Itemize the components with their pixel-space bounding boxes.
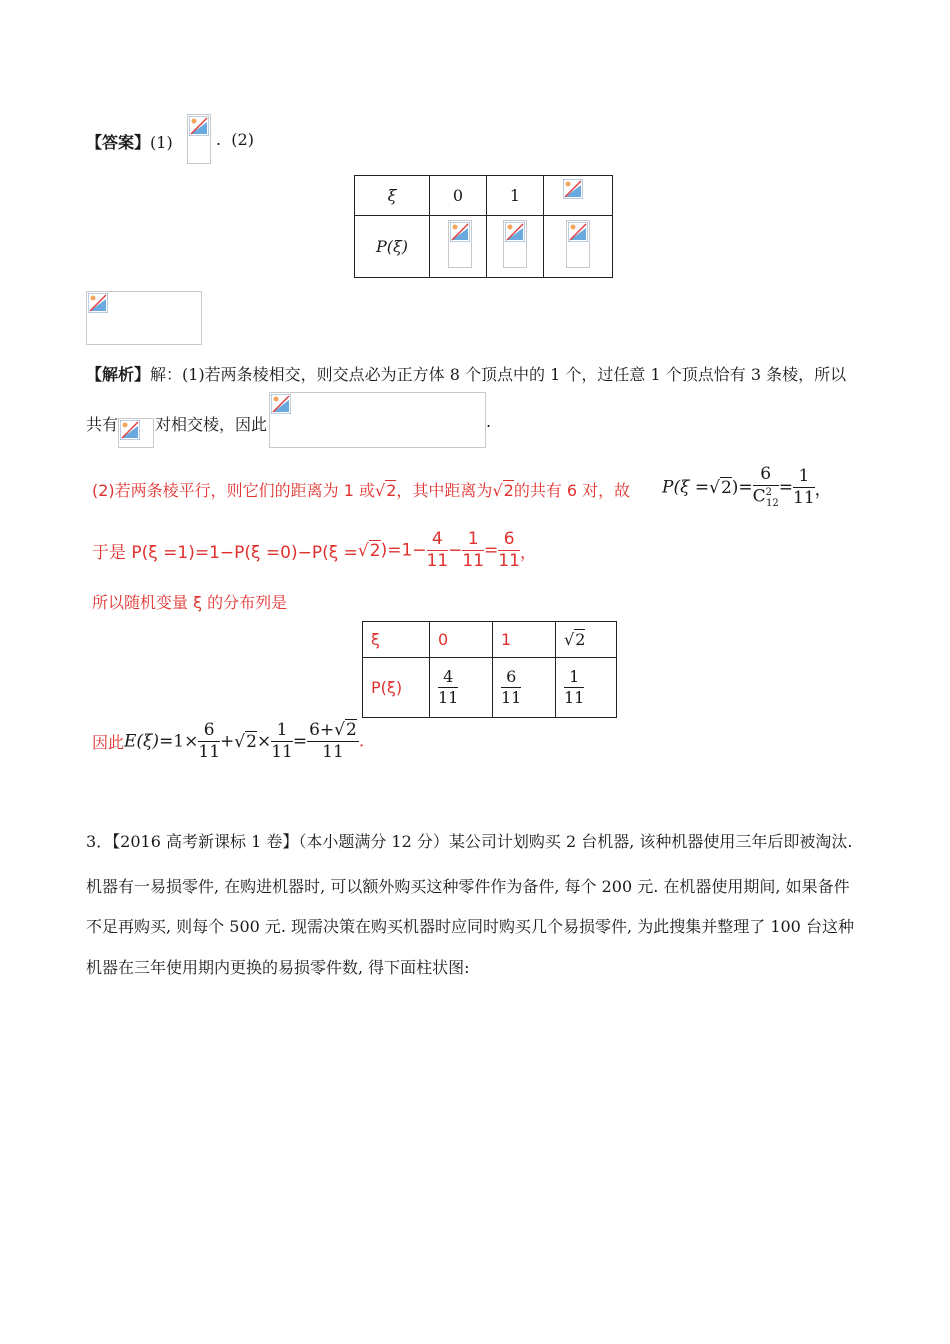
broken-image-icon bbox=[86, 291, 202, 345]
broken-image-icon bbox=[269, 392, 486, 448]
sqrt-2: √2 bbox=[234, 731, 257, 752]
analysis-label: 【解析】 bbox=[86, 365, 151, 384]
answer-table-0: 0 bbox=[430, 176, 487, 216]
sqrt-2: √2 bbox=[375, 481, 397, 500]
sqrt-2: √2 bbox=[357, 540, 381, 561]
fraction: $\frac{6}{11}$ bbox=[498, 529, 520, 571]
fraction: $\frac{1}{11}$ bbox=[564, 667, 585, 707]
answer-table-xi: ξ bbox=[355, 176, 430, 216]
answer-table-p1 bbox=[487, 216, 544, 278]
fraction: $\frac{4}{11}$ bbox=[426, 529, 449, 571]
broken-image-icon bbox=[448, 220, 472, 268]
answer-part2-label: (2) bbox=[231, 130, 254, 149]
analysis-line2c: . bbox=[486, 412, 492, 431]
p-xi-eq: P(ξ = bbox=[662, 477, 710, 498]
sqrt-2: √2 bbox=[492, 481, 514, 500]
fraction: $\frac{1}{11}$ bbox=[462, 529, 485, 571]
broken-image-icon bbox=[562, 178, 586, 200]
comma: ， bbox=[519, 543, 537, 563]
broken-image-icon bbox=[566, 220, 590, 268]
fraction: $\frac{6}{11}$ bbox=[198, 720, 221, 762]
yu-text-a: 于是 P(ξ =1)=1−P(ξ =0)−P(ξ = bbox=[92, 543, 358, 563]
answer-table bbox=[354, 175, 613, 278]
sqrt-2: √2 bbox=[564, 630, 586, 649]
analysis-part2-line bbox=[92, 480, 630, 502]
dist-p0 bbox=[430, 658, 493, 718]
part2-text-c: 的共有 6 对，故 bbox=[513, 481, 631, 500]
broken-image-icon bbox=[118, 418, 154, 448]
problem3-line4: 机器在三年使用期内更换的易损零件数, 得下面柱状图: bbox=[86, 958, 470, 977]
analysis-line2a: 共有 bbox=[86, 415, 119, 434]
dist-table bbox=[362, 621, 617, 718]
part2-text-b: ，其中距离为 bbox=[396, 481, 493, 500]
expectation-line: 因此E(ξ)=1× $\frac{6}{11}$ +√2× $\frac{1}{11}$ = $\frac{6+√2}{11}$ . bbox=[92, 720, 365, 762]
dist-intro: 所以随机变量 ξ 的分布列是 bbox=[92, 593, 288, 612]
fraction: $\frac{6}{C^2_{12}}$ bbox=[752, 464, 779, 510]
broken-image-icon bbox=[503, 220, 527, 268]
fraction: $\frac{6}{11}$ bbox=[501, 667, 522, 707]
analysis-text1: 解：(1)若两条棱相交，则交点必为正方体 8 个顶点中的 1 个，过任意 1 个顶点恰有 3 条棱，所以 bbox=[150, 365, 847, 384]
dist-p2 bbox=[556, 658, 617, 718]
period: . bbox=[358, 731, 365, 752]
expect-eq: =1× bbox=[159, 731, 199, 752]
sqrt-2: √2 bbox=[709, 477, 732, 498]
analysis-line2b: 对相交棱，因此 bbox=[155, 415, 268, 434]
dist-x2 bbox=[556, 622, 617, 658]
answer-table-pxi: P(ξ) bbox=[355, 216, 430, 278]
fraction: $\frac{1}{11}$ bbox=[793, 466, 815, 509]
dist-pxi: P(ξ) bbox=[363, 658, 430, 718]
problem3-line1: 3．【2016 高考新课标 1 卷】（本小题满分 12 分）某公司计划购买 2 台机器, 该种机器使用三年后即被淘汰. bbox=[86, 832, 853, 851]
sqrt-2: √2 bbox=[334, 720, 357, 740]
fraction: $\frac{4}{11}$ bbox=[438, 667, 459, 707]
answer-part1: (1) bbox=[150, 133, 173, 152]
analysis-line1 bbox=[86, 362, 846, 385]
dist-xi: ξ bbox=[363, 622, 430, 658]
answer-label: 【答案】 bbox=[86, 133, 151, 152]
answer-table-p0 bbox=[430, 216, 487, 278]
prob-formula: P(ξ =√2)= $\frac{6}{C^2_{12}}$ = $\frac{1}{11}$ ， bbox=[662, 464, 832, 510]
part2-text-a: (2)若两条棱平行，则它们的距离为 1 或 bbox=[92, 481, 376, 500]
expect-e: E(ξ) bbox=[124, 731, 160, 752]
problem3-line3: 不足再购买, 则每个 500 元. 现需决策在购买机器时应同时购买几个易损零件, 为此搜集并整理了 100 台这种 bbox=[86, 917, 854, 936]
answer-table-p2 bbox=[544, 216, 613, 278]
yu-text-b: )=1− bbox=[380, 540, 427, 561]
fraction: $\frac{1}{11}$ bbox=[271, 720, 293, 762]
fraction: $\frac{6+√2}{11}$ bbox=[309, 720, 357, 762]
problem3-line2: 机器有一易损零件, 在购进机器时, 可以额外购买这种零件作为备件, 每个 200 元. 在机器使用期间, 如果备件 bbox=[86, 877, 850, 896]
comma: ， bbox=[814, 480, 832, 501]
dist-x0: 0 bbox=[430, 622, 493, 658]
broken-image-icon bbox=[187, 114, 211, 164]
analysis-yu-line: 于是 P(ξ =1)=1−P(ξ =0)−P(ξ =√2)=1− $\frac{4}{11}$ − $\frac{1}{11}$ = $\frac{6}{11}$ ， bbox=[92, 529, 537, 571]
answer-table-1: 1 bbox=[487, 176, 544, 216]
answer-table-cell-img bbox=[544, 176, 613, 216]
dist-x1: 1 bbox=[493, 622, 556, 658]
answer-line bbox=[86, 130, 173, 153]
dist-p1 bbox=[493, 658, 556, 718]
answer-part2 bbox=[216, 130, 254, 149]
expect-label: 因此 bbox=[92, 733, 125, 752]
answer-sep: . bbox=[216, 130, 222, 149]
